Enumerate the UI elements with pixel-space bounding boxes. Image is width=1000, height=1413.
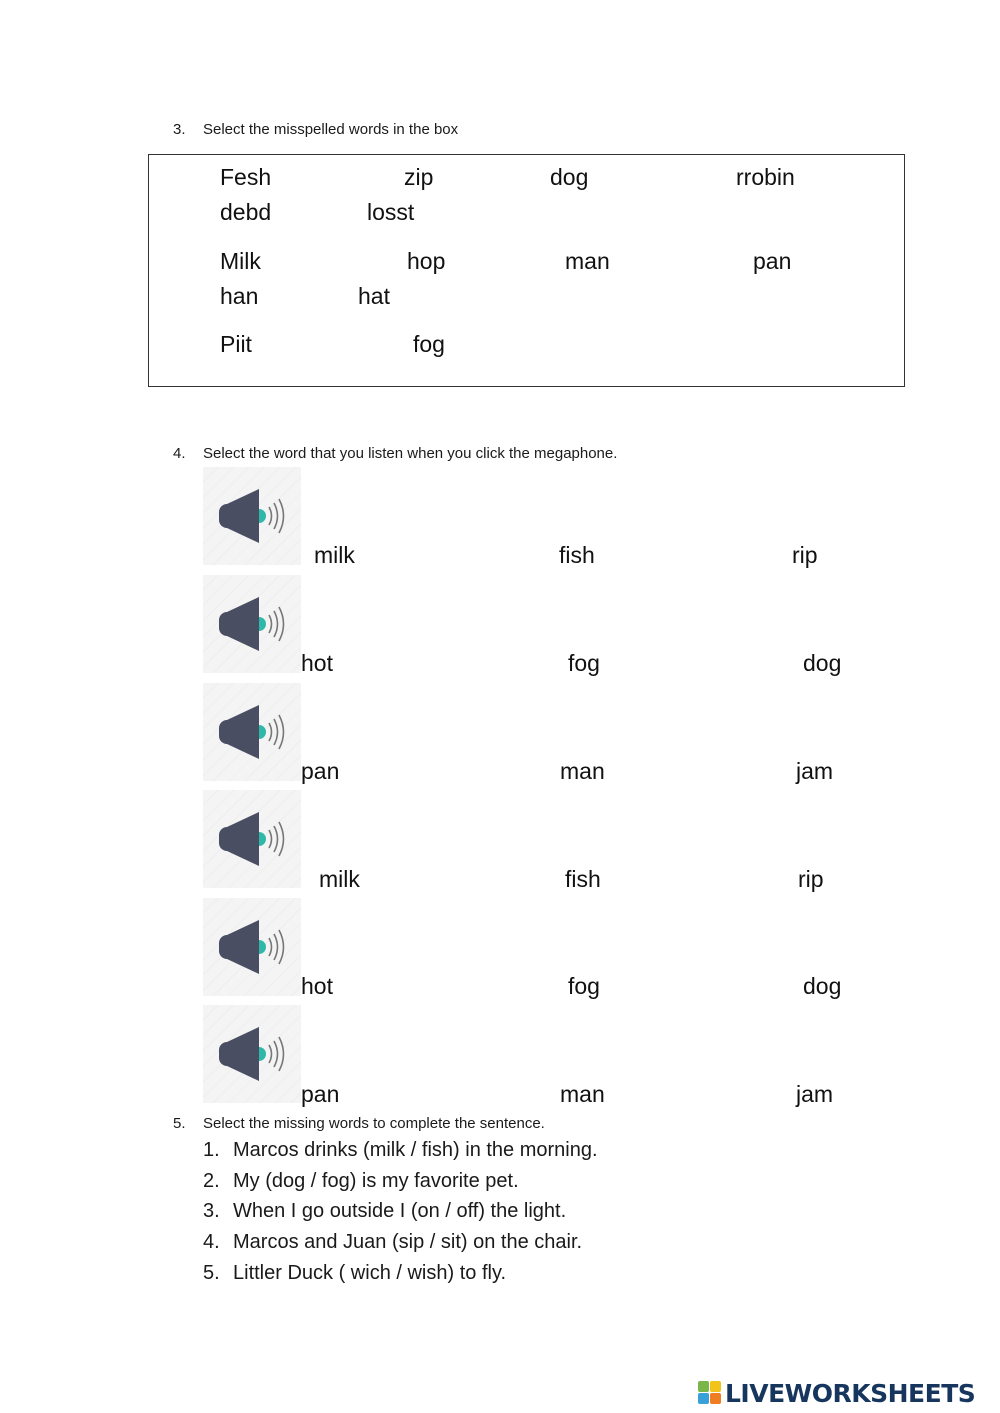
word-option[interactable]: man: [565, 248, 610, 274]
answer-option[interactable]: dog: [803, 650, 842, 676]
answer-option[interactable]: milk: [319, 866, 360, 892]
word-option[interactable]: Piit: [220, 331, 252, 357]
sentence-number: 3.: [203, 1200, 220, 1222]
word-option[interactable]: fog: [413, 331, 445, 357]
sentence-text[interactable]: When I go outside I (on / off) the light.: [233, 1200, 567, 1222]
logo-text: LIVEWORKSHEETS: [725, 1378, 976, 1408]
logo-mark-icon: [698, 1381, 722, 1405]
answer-option[interactable]: rip: [792, 542, 818, 568]
answer-option[interactable]: man: [560, 1081, 605, 1107]
speaker-icon: [217, 593, 289, 655]
word-option[interactable]: Fesh: [220, 164, 272, 190]
answer-option[interactable]: pan: [301, 1081, 340, 1107]
answer-option[interactable]: hot: [301, 650, 333, 676]
question-4-number: 4.: [173, 445, 186, 462]
answer-option[interactable]: milk: [314, 542, 355, 568]
sentence-number: 4.: [203, 1231, 220, 1253]
word-option[interactable]: dog: [550, 164, 589, 190]
word-option[interactable]: Milk: [220, 248, 261, 274]
word-option[interactable]: hat: [358, 283, 390, 309]
speaker-icon: [217, 1023, 289, 1085]
liveworksheets-logo: [698, 1378, 975, 1408]
word-option[interactable]: debd: [220, 199, 272, 225]
sentence-number: 2.: [203, 1170, 220, 1192]
answer-option[interactable]: jam: [796, 758, 834, 784]
word-option[interactable]: han: [220, 283, 259, 309]
question-3-text: Select the misspelled words in the box: [203, 121, 459, 138]
answer-option[interactable]: jam: [796, 1081, 834, 1107]
word-option[interactable]: rrobin: [736, 164, 795, 190]
answer-option[interactable]: rip: [798, 866, 824, 892]
question-5-number: 5.: [173, 1115, 186, 1132]
word-option[interactable]: pan: [753, 248, 792, 274]
question-4-text: Select the word that you listen when you click the megaphone.: [203, 445, 618, 462]
megaphone-button[interactable]: [203, 898, 301, 996]
megaphone-button[interactable]: [203, 575, 301, 673]
speaker-icon: [217, 808, 289, 870]
word-option[interactable]: hop: [407, 248, 446, 274]
answer-option[interactable]: hot: [301, 973, 333, 999]
sentence-text[interactable]: Marcos drinks (milk / fish) in the morning.: [233, 1139, 598, 1161]
megaphone-button[interactable]: [203, 683, 301, 781]
sentence-number: 1.: [203, 1139, 220, 1161]
answer-option[interactable]: pan: [301, 758, 340, 784]
answer-option[interactable]: man: [560, 758, 605, 784]
sentence-text[interactable]: Marcos and Juan (sip / sit) on the chair.: [233, 1231, 583, 1253]
megaphone-button[interactable]: [203, 790, 301, 888]
answer-option[interactable]: fish: [559, 542, 595, 568]
question-5-text: Select the missing words to complete the sentence.: [203, 1115, 545, 1132]
answer-option[interactable]: fish: [565, 866, 601, 892]
answer-option[interactable]: fog: [568, 650, 600, 676]
sentence-text[interactable]: My (dog / fog) is my favorite pet.: [233, 1170, 519, 1192]
answer-option[interactable]: dog: [803, 973, 842, 999]
sentence-text[interactable]: Littler Duck ( wich / wish) to fly.: [233, 1262, 507, 1284]
megaphone-button[interactable]: [203, 1005, 301, 1103]
speaker-icon: [217, 916, 289, 978]
word-option[interactable]: zip: [404, 164, 434, 190]
sentence-number: 5.: [203, 1262, 220, 1284]
megaphone-button[interactable]: [203, 467, 301, 565]
question-3-number: 3.: [173, 121, 186, 138]
speaker-icon: [217, 701, 289, 763]
speaker-icon: [217, 485, 289, 547]
answer-option[interactable]: fog: [568, 973, 600, 999]
word-option[interactable]: losst: [367, 199, 415, 225]
